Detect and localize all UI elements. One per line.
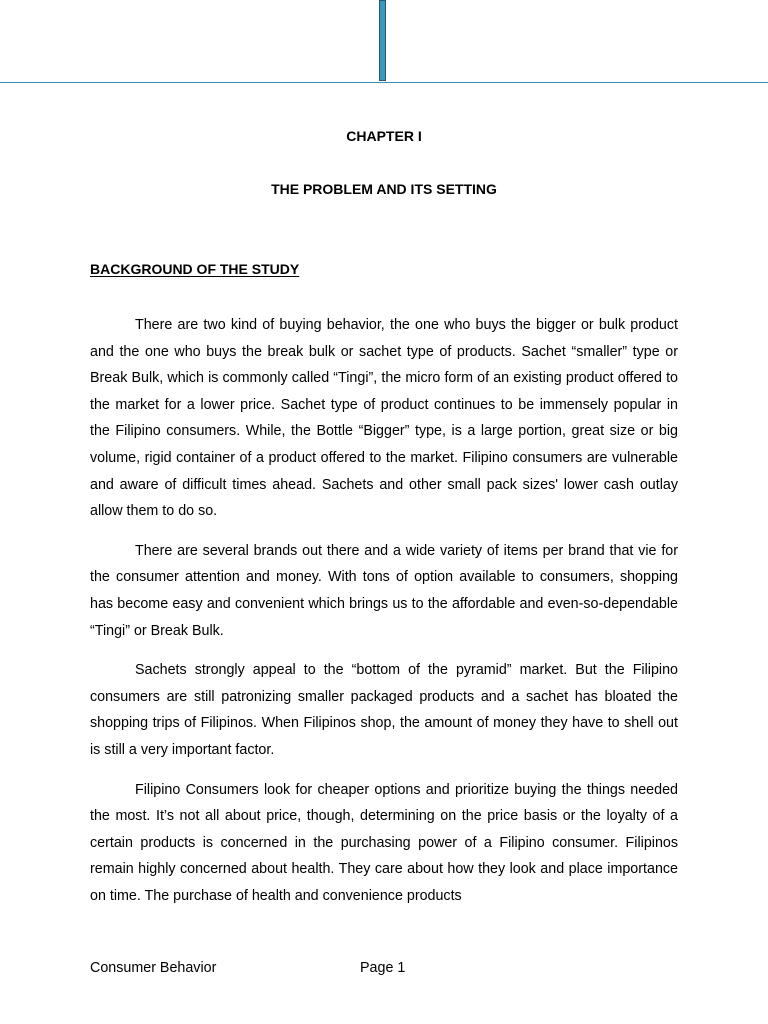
paragraph-3: Sachets strongly appeal to the “bottom of the pyramid” market. But the Filipino consumers are still patronizing smaller packaged products and a sachet has bloated the shopping trips of Filipinos. When Filipinos shop, the amount of money they have to shell out is still a very important factor. [90, 662, 678, 758]
footer-page-number: Page 1 [360, 960, 406, 976]
section-heading: BACKGROUND OF THE STUDY [90, 261, 300, 277]
footer-document-title: Consumer Behavior [90, 960, 217, 976]
body-text [90, 312, 678, 922]
chapter-title: THE PROBLEM AND ITS SETTING [271, 181, 497, 197]
chapter-label: CHAPTER I [346, 128, 422, 144]
header-accent-bar [379, 0, 386, 81]
header-divider-line [0, 82, 768, 83]
paragraph-2: There are several brands out there and a wide variety of items per brand that vie for the consumer attention and money. With tons of option available to consumers, shopping has become easy and convenient which brings us to the affordable and even-so-dependable “Tingi” or Break Bulk. [90, 542, 678, 639]
paragraph-4: Filipino Consumers look for cheaper options and prioritize buying the things needed the most. It’s not all about price, though, determining on the price basis or the loyalty of a certain products is concerned in the purchasing power of a Filipino consumer. Filipinos remain highly concerned about health. They care about how they look and place importance on time. The purchase of health and convenience products [90, 781, 678, 904]
paragraph-1: There are two kind of buying behavior, the one who buys the bigger or bulk product and the one who buys the break bulk or sachet type of products. Sachet “smaller” type or Break Bulk, which is commonly called “Tingi”, the micro form of an existing product offered to the market for a lower price. Sachet type of product continues to be immensely popular in the Filipino consumers. While, the Bottle “Bigger” type, is a large portion, great size or big volume, rigid container of a product offered to the market. Filipino consumers are vulnerable and aware of difficult times ahead. Sachets and other small pack sizes' lower cash outlay allow them to do so. [90, 317, 678, 520]
